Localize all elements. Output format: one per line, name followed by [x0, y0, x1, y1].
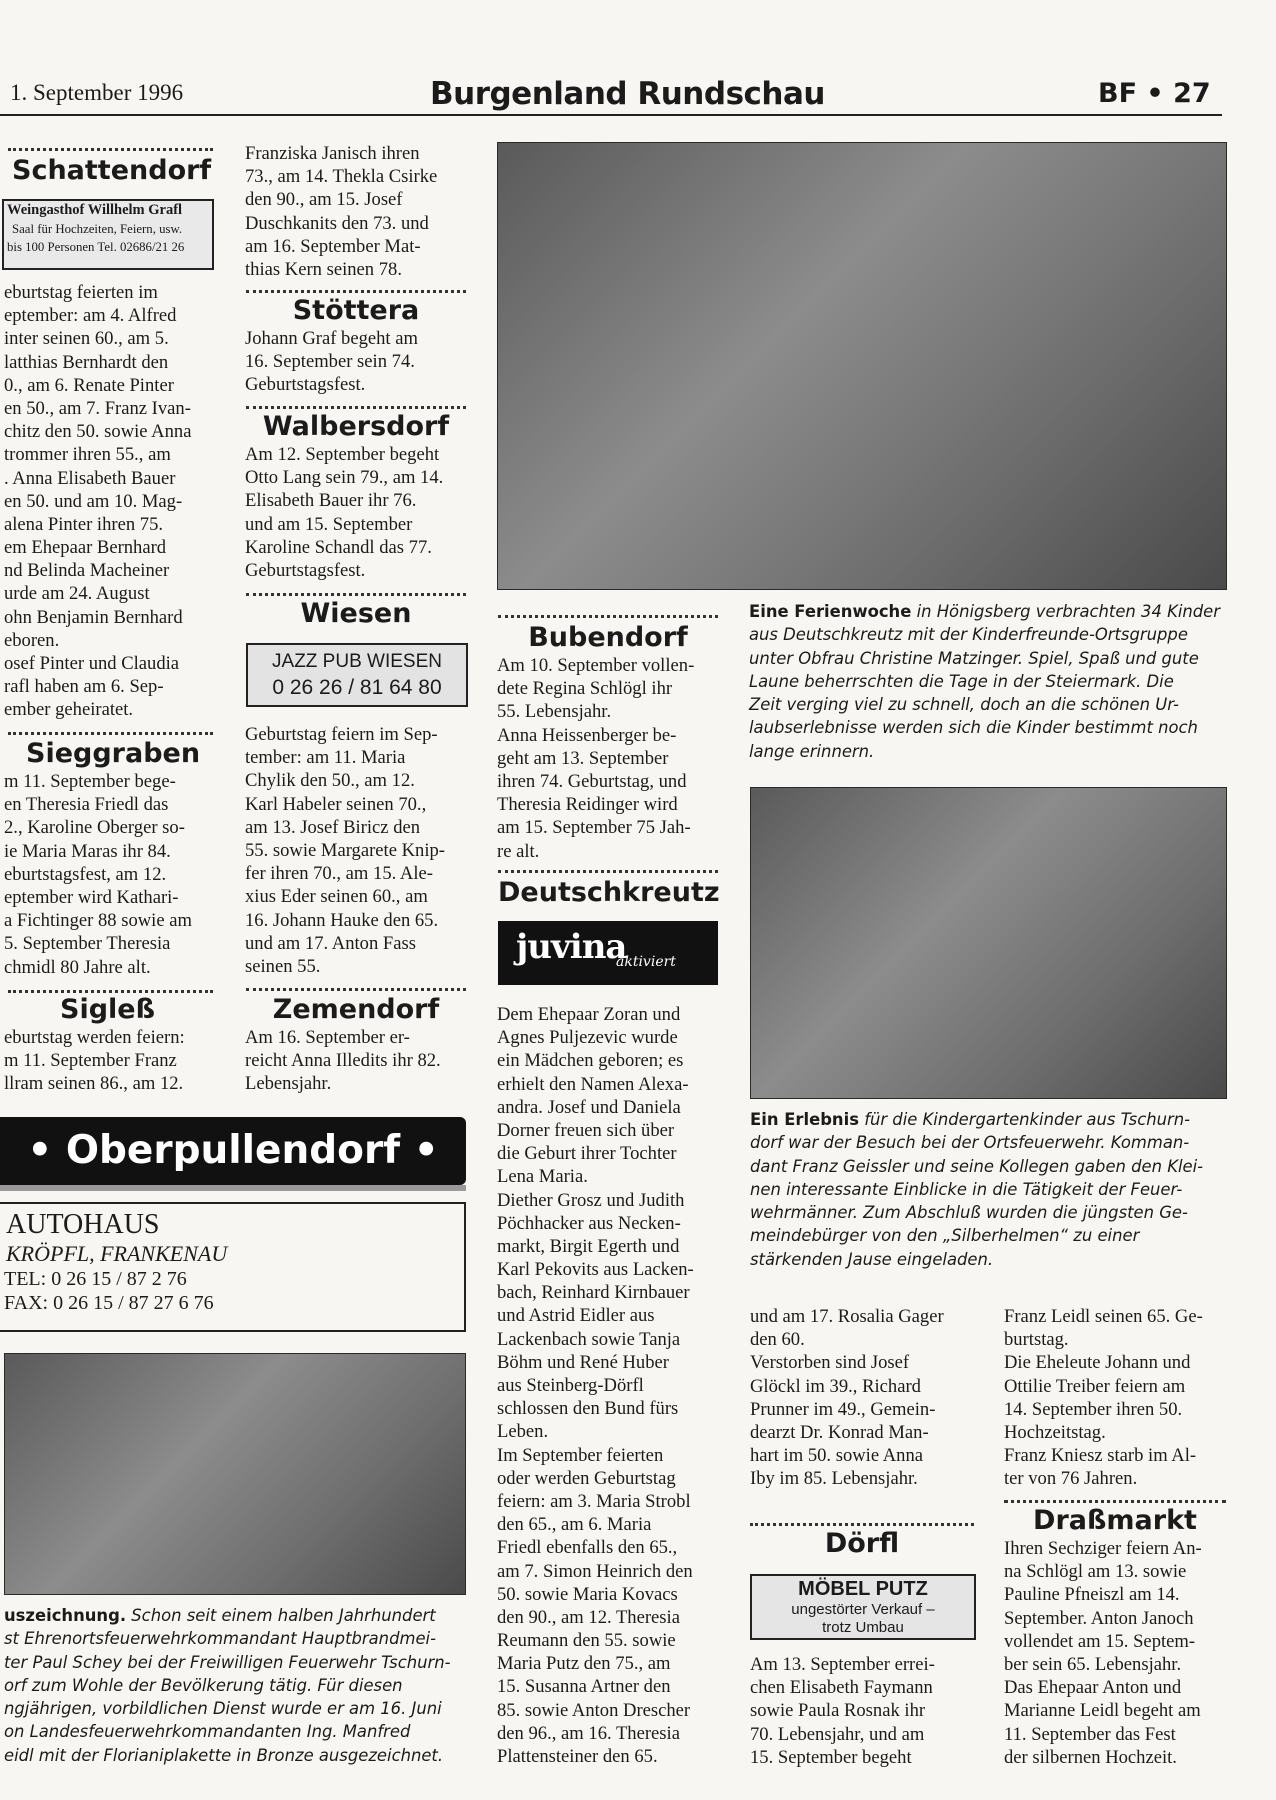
ad-phone: TEL: 0 26 15 / 87 2 76: [4, 1268, 187, 1290]
text-line: Karl Habeler seinen 70.,: [245, 793, 427, 815]
text-line: und am 17. Anton Fass: [245, 932, 416, 954]
text-line: 55. sowie Margarete Knip-: [245, 839, 446, 861]
heading-sigless: Sigleß: [60, 994, 156, 1025]
text-sieggraben: [4, 770, 212, 979]
text-line: Franziska Janisch ihren: [245, 143, 420, 164]
text-line: geht am 13. September: [497, 747, 669, 769]
text-line: tember: am 11. Maria: [245, 747, 406, 769]
text-line: die Geburt ihrer Tochter: [497, 1143, 677, 1165]
text-line: Am 13. September errei-: [750, 1654, 935, 1675]
photo-fire-brigade-visit: [750, 787, 1227, 1099]
text-line: m 11. September Franz: [4, 1050, 177, 1072]
text-line: Geburtstagsfest.: [245, 374, 366, 396]
text-sigless: [4, 1026, 212, 1096]
text-line: Geburtstag feiern im Sep-: [245, 724, 438, 745]
text-line: und Astrid Eidler aus: [497, 1305, 655, 1327]
text-line: September. Anton Janoch: [1004, 1607, 1194, 1629]
text-line: ie Maria Maras ihr 84.: [4, 840, 171, 862]
text-line: Iby im 85. Lebensjahr.: [750, 1468, 918, 1490]
ad-script: aktiviert: [616, 954, 676, 970]
text-line: Marianne Leidl begeht am: [1004, 1700, 1201, 1722]
text-schattendorf: [4, 281, 212, 722]
text-stoettera: [245, 327, 465, 397]
caption-line: ter Paul Schey bei der Freiwilligen Feuerwehr Tschurn-: [4, 1652, 451, 1672]
text-line: Dorner freuen sich über: [497, 1119, 675, 1141]
text-line: chen Elisabeth Faymann: [750, 1677, 933, 1699]
text-line: 16. September sein 74.: [245, 351, 415, 373]
heading-schattendorf: Schattendorf: [12, 155, 212, 186]
ad-brand: juvina: [516, 927, 627, 967]
text-line: 2., Karoline Oberger so-: [4, 817, 185, 839]
divider: [750, 1523, 974, 1526]
text-line: alena Pinter ihren 75.: [4, 513, 164, 535]
heading-wiesen: Wiesen: [300, 598, 412, 629]
text-line: Am 10. September vollen-: [497, 655, 695, 676]
text-line: ihren 74. Geburtstag, und: [497, 770, 687, 792]
text-line: Johann Graf begeht am: [245, 328, 418, 349]
caption-line: meindebürger von den „Silberhelmen“ zu einer: [750, 1226, 1140, 1246]
heading-stoettera: Stöttera: [292, 295, 420, 326]
text-line: 0., am 6. Renate Pinter: [4, 374, 174, 396]
text-line: reicht Anna Illedits ihr 82.: [245, 1050, 441, 1072]
text-line: Ottilie Treiber feiern am: [1004, 1375, 1186, 1397]
text-line: nd Belinda Macheiner: [4, 560, 170, 582]
text-line: xius Eder seinen 60., am: [245, 886, 428, 908]
text-line: osef Pinter und Claudia: [4, 653, 180, 674]
text-line: na Schlögl am 13. sowie: [1004, 1561, 1187, 1583]
text-line: chitz den 50. sowie Anna: [4, 421, 192, 443]
text-line: Duschkanits den 73. und: [245, 212, 429, 234]
ad-line: Weingasthof Willhelm Grafl: [7, 202, 183, 218]
caption-fire-brigade-visit: [750, 1108, 1226, 1271]
divider: [498, 870, 718, 873]
text-wiesen: [245, 723, 465, 978]
text-walbersdorf: [245, 443, 465, 582]
text-line: Verstorben sind Josef: [750, 1352, 910, 1374]
masthead-rule: [0, 114, 1222, 116]
text-line: llram seinen 86., am 12.: [4, 1073, 184, 1095]
ad-line: trotz Umbau: [822, 1619, 904, 1636]
text-line: . Anna Elisabeth Bauer: [4, 467, 176, 489]
text-line: Ihren Sechziger feiern An-: [1004, 1538, 1202, 1559]
text-line: en Theresia Friedl das: [4, 794, 169, 816]
text-line: hart im 50. sowie Anna: [750, 1445, 923, 1467]
text-line: den 65., am 6. Maria: [497, 1514, 652, 1536]
text-line: Am 16. September er-: [245, 1027, 410, 1048]
text-line: m 11. September bege-: [4, 771, 176, 792]
masthead: [0, 78, 1232, 116]
ad-juvina: [498, 921, 718, 985]
text-line: 50. sowie Maria Kovacs: [497, 1583, 678, 1605]
text-col2-intro: [245, 142, 465, 281]
text-line: Elisabeth Bauer ihr 76.: [245, 490, 417, 512]
text-line: und am 17. Rosalia Gager: [750, 1306, 944, 1327]
heading-deutschkreutz: Deutschkreutz: [498, 877, 720, 908]
text-line: am 15. September 75 Jah-: [497, 817, 691, 839]
caption-award: [4, 1604, 464, 1767]
text-line: Lebensjahr.: [245, 1073, 332, 1095]
text-deutschkreutz: [497, 1003, 722, 1768]
text-line: Franz Kniesz starb im Al-: [1004, 1445, 1197, 1467]
text-line: Anna Heissenberger be-: [497, 724, 677, 746]
text-line: latthias Bernhardt den: [4, 351, 169, 373]
text-line: burtstag.: [1004, 1329, 1069, 1351]
heading-drassmarkt: Draßmarkt: [1033, 1505, 1197, 1536]
text-line: vollendet am 15. Septem-: [1004, 1630, 1196, 1652]
text-line: ter von 76 Jahren.: [1004, 1468, 1138, 1490]
text-col5-top: [1004, 1305, 1229, 1491]
text-line: Pöchhacker aus Necken-: [497, 1212, 681, 1234]
ad-line: JAZZ PUB WIESEN: [272, 651, 442, 672]
text-line: fer ihren 70., am 15. Ale-: [245, 863, 433, 885]
text-line: 15. Susanna Artner den: [497, 1676, 671, 1698]
ad-title: AUTOHAUS: [6, 1209, 160, 1240]
divider: [8, 148, 213, 151]
text-col4-top: [750, 1305, 975, 1491]
text-line: chmidl 80 Jahre alt.: [4, 956, 151, 978]
text-line: ber sein 65. Lebensjahr.: [1004, 1653, 1182, 1675]
text-line: den 90., am 15. Josef: [245, 189, 403, 211]
caption-line: Zeit verging viel zu schnell, doch an die schönen Ur-: [749, 695, 1179, 715]
caption-line: nen interessante Einblicke in die Tätigkeit der Feuer-: [750, 1179, 1183, 1199]
heading-walbersdorf: Walbersdorf: [262, 411, 450, 442]
caption-line: laubserlebnisse werden sich die Kinder bestimmt noch: [749, 718, 1198, 738]
text-line: Karoline Schandl das 77.: [245, 536, 432, 558]
text-line: erhielt den Namen Alexa-: [497, 1073, 689, 1095]
text-line: Maria Putz den 75., am: [497, 1653, 671, 1675]
text-line: markt, Birgit Egerth und: [497, 1235, 680, 1257]
text-line: andra. Josef und Daniela: [497, 1096, 681, 1118]
text-line: eburtstag werden feiern:: [4, 1027, 185, 1048]
divider: [498, 615, 718, 618]
ad-subtitle: KRÖPFL, FRANKENAU: [6, 1241, 228, 1266]
text-line: inter seinen 60., am 5.: [4, 328, 169, 350]
text-doerfl: [750, 1653, 975, 1769]
banner-title: • Oberpullendorf •: [27, 1128, 439, 1173]
text-line: Karl Pekovits aus Lacken-: [497, 1259, 694, 1281]
text-line: am 7. Simon Heinrich den: [497, 1560, 693, 1582]
text-line: seinen 55.: [245, 955, 321, 977]
caption-line: st Ehrenortsfeuerwehrkommandant Hauptbrandmei-: [4, 1629, 436, 1649]
text-line: am 16. September Mat-: [245, 235, 421, 257]
text-line: Prunner im 49., Gemein-: [750, 1398, 936, 1420]
text-bubendorf: [497, 654, 722, 863]
text-line: am 13. Josef Biricz den: [245, 816, 421, 838]
text-line: eburtstagsfest, am 12.: [4, 863, 167, 885]
caption-line: dorf war der Besuch bei der Ortsfeuerwehr. Komman-: [750, 1133, 1190, 1153]
text-line: Am 12. September begeht: [245, 444, 440, 465]
divider: [1004, 1500, 1226, 1503]
caption-line: orf zum Wohle der Bevölkerung tätig. Für diesen: [4, 1675, 403, 1695]
ad-weingasthof-grafl: [2, 199, 214, 270]
text-line: eptember: am 4. Alfred: [4, 305, 177, 327]
photo-firefighters-award: [4, 1353, 466, 1595]
text-zemendorf: [245, 1026, 465, 1096]
text-line: Die Eheleute Johann und: [1004, 1352, 1191, 1374]
text-line: 70. Lebensjahr, und am: [750, 1723, 925, 1745]
caption-line: eidl mit der Florianiplakette in Bronze ausgezeichnet.: [4, 1745, 444, 1765]
ad-phone: 0 26 26 / 81 64 80: [272, 676, 442, 699]
text-line: en 50. und am 10. Mag-: [4, 490, 183, 512]
caption-line: [749, 600, 1225, 623]
text-line: em Ehepaar Bernhard: [4, 537, 167, 559]
text-line: Leben.: [497, 1421, 549, 1443]
text-line: eptember wird Kathari-: [4, 886, 179, 908]
ad-moebel-putz: [750, 1574, 976, 1640]
ad-autohaus-kroepfl: [0, 1202, 466, 1332]
text-line: re alt.: [497, 840, 540, 862]
text-line: rafl haben am 6. Sep-: [4, 676, 164, 698]
divider: [246, 988, 466, 991]
text-line: oder werden Geburtstag: [497, 1467, 676, 1489]
caption-text: Schon seit einem halben Jahrhundert: [126, 1606, 436, 1625]
text-line: Reumann den 55. sowie: [497, 1630, 676, 1652]
caption-line: unter Obfrau Christine Matzinger. Spiel, Spaß und gute: [749, 648, 1199, 668]
caption-line: wehrmänner. Zum Abschluß wurden die jüngsten Ge-: [750, 1203, 1188, 1223]
text-line: Böhm und René Huber: [497, 1351, 669, 1373]
ad-line: Saal für Hochzeiten, Feiern, usw.: [12, 222, 183, 236]
text-line: 55. Lebensjahr.: [497, 701, 612, 723]
text-line: der silbernen Hochzeit.: [1004, 1746, 1177, 1768]
text-line: ein Mädchen geboren; es: [497, 1050, 684, 1072]
caption-text: für die Kindergartenkinder aus Tschurn-: [858, 1110, 1191, 1129]
text-line: Geburtstagsfest.: [245, 559, 366, 581]
divider: [246, 406, 466, 409]
text-line: trommer ihren 55., am: [4, 444, 171, 466]
text-line: 73., am 14. Thekla Csirke: [245, 166, 438, 188]
text-line: 15. September begeht: [750, 1746, 912, 1768]
caption-line: Laune beherrschten die Tage in der Steiermark. Die: [749, 671, 1174, 691]
ad-line: ungestörter Verkauf –: [791, 1601, 935, 1618]
text-line: dete Regina Schlögl ihr: [497, 678, 673, 700]
divider: [246, 593, 466, 596]
text-line: feiern: am 3. Maria Strobl: [497, 1490, 691, 1512]
text-line: 85. sowie Anton Drescher: [497, 1699, 691, 1721]
text-line: Chylik den 50., am 12.: [245, 770, 415, 792]
caption-line: [4, 1604, 464, 1627]
text-line: Lackenbach sowie Tanja: [497, 1328, 681, 1350]
caption-lead: Eine Ferienwoche: [749, 602, 912, 621]
text-line: urde am 24. August: [4, 583, 150, 605]
caption-line: [750, 1108, 1226, 1131]
caption-text: in Hönigsberg verbrachten 34 Kinder: [911, 602, 1221, 621]
text-line: Glöckl im 39., Richard: [750, 1375, 921, 1397]
text-line: Franz Leidl seinen 65. Ge-: [1004, 1306, 1203, 1327]
text-line: aus Steinberg-Dörfl: [497, 1375, 644, 1396]
text-line: 11. September das Fest: [1004, 1723, 1176, 1745]
text-line: Otto Lang sein 79., am 14.: [245, 467, 444, 489]
text-line: Das Ehepaar Anton und: [1004, 1677, 1182, 1699]
section-banner-oberpullendorf: [0, 1117, 466, 1185]
text-line: a Fichtinger 88 sowie am: [4, 910, 192, 932]
ad-jazz-pub-wiesen: [246, 643, 468, 707]
photo-children-holiday: [497, 142, 1227, 590]
text-line: Dem Ehepaar Zoran und: [497, 1004, 681, 1025]
ad-line: bis 100 Personen Tel. 02686/21 26: [7, 240, 185, 254]
text-line: Agnes Puljezevic wurde: [497, 1027, 678, 1049]
heading-bubendorf: Bubendorf: [528, 622, 688, 653]
text-line: thias Kern seinen 78.: [245, 258, 402, 280]
heading-sieggraben: Sieggraben: [26, 738, 201, 769]
caption-children-holiday: [749, 600, 1225, 763]
issue-date: 1. September 1996: [10, 80, 184, 105]
divider: [246, 290, 466, 293]
caption-line: ngjährigen, vorbildlichen Dienst wurde er am 16. Juni: [4, 1699, 442, 1719]
caption-line: lange erinnern.: [749, 741, 875, 761]
text-line: Theresia Reidinger wird: [497, 794, 678, 816]
text-drassmarkt: [1004, 1537, 1229, 1769]
page-label: BF • 27: [1098, 78, 1211, 109]
text-line: den 96., am 16. Theresia: [497, 1722, 680, 1744]
caption-line: dant Franz Geissler und seine Kollegen gaben den Klei-: [750, 1156, 1204, 1176]
caption-lead: Ein Erlebnis: [750, 1110, 859, 1129]
banner-shadow: [0, 1185, 466, 1191]
text-line: 16. Johann Hauke den 65.: [245, 909, 439, 931]
text-line: Diether Grosz und Judith: [497, 1189, 685, 1211]
heading-doerfl: Dörfl: [824, 1528, 900, 1559]
text-line: eboren.: [4, 629, 60, 651]
text-line: en 50., am 7. Franz Ivan-: [4, 397, 191, 419]
text-line: eburtstag feierten im: [4, 282, 158, 303]
text-line: Im September feierten: [497, 1444, 664, 1466]
text-line: den 90., am 12. Theresia: [497, 1606, 680, 1628]
text-line: bach, Reinhard Kirnbauer: [497, 1282, 690, 1304]
text-line: Friedl ebenfalls den 65.,: [497, 1537, 678, 1559]
text-line: ohn Benjamin Bernhard: [4, 606, 183, 628]
text-line: ember geheiratet.: [4, 699, 134, 721]
text-line: den 60.: [750, 1329, 805, 1351]
publication-title: Burgenland Rundschau: [430, 76, 825, 112]
caption-lead: uszeichnung.: [4, 1606, 127, 1625]
caption-line: on Landesfeuerwehrkommandanten Ing. Manfred: [4, 1722, 411, 1742]
text-line: 5. September Theresia: [4, 933, 171, 955]
text-line: Plattensteiner den 65.: [497, 1746, 658, 1767]
ad-fax: FAX: 0 26 15 / 87 27 6 76: [4, 1292, 214, 1314]
text-line: und am 15. September: [245, 513, 413, 535]
text-line: 14. September ihren 50.: [1004, 1398, 1183, 1420]
text-line: schlossen den Bund fürs: [497, 1398, 679, 1420]
heading-zemendorf: Zemendorf: [272, 994, 440, 1025]
caption-line: aus Deutschkreutz mit der Kinderfreunde-Ortsgruppe: [749, 625, 1188, 645]
text-line: dearzt Dr. Konrad Man-: [750, 1421, 929, 1443]
text-line: sowie Paula Rosnak ihr: [750, 1700, 926, 1722]
divider: [8, 732, 213, 735]
text-line: Hochzeitstag.: [1004, 1421, 1106, 1443]
text-line: Pauline Pfneiszl am 14.: [1004, 1584, 1180, 1606]
ad-title: MÖBEL PUTZ: [798, 1578, 928, 1600]
caption-line: stärkenden Jause eingeladen.: [750, 1249, 994, 1269]
text-line: Lena Maria.: [497, 1166, 588, 1188]
